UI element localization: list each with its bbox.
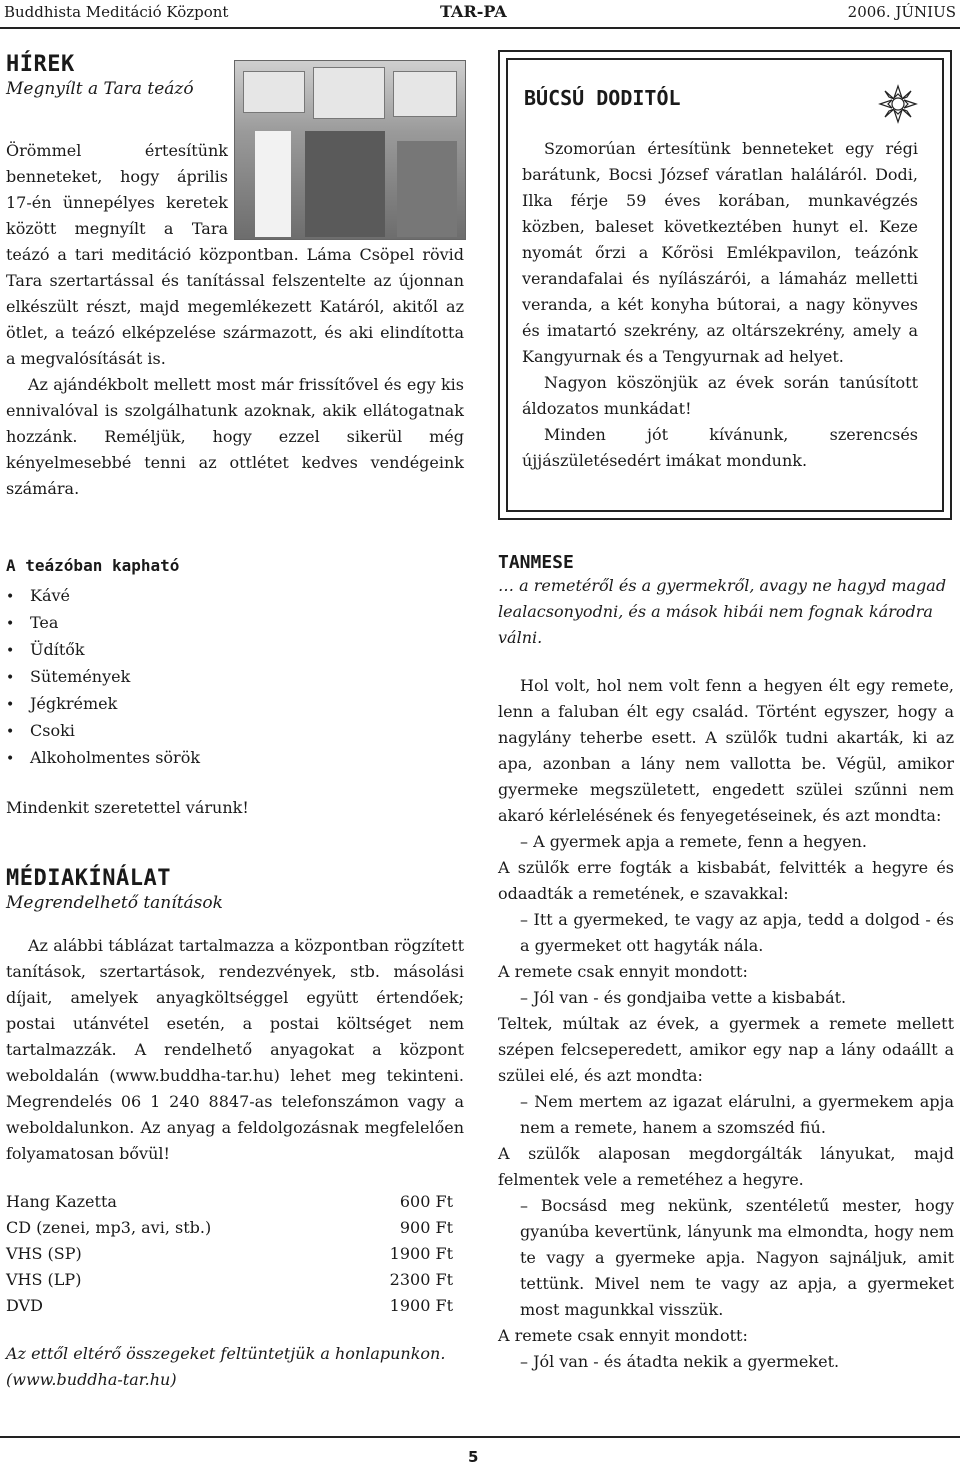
news-section — [6, 52, 464, 99]
tale-line: Hol volt, hol nem volt fenn a hegyen élt egy remete, lenn a faluban élt egy család. Történt egyszer, hogy a nagylány teherbe esett. A szülők tudni akarták, ki az apa, azonban a lány nem vallotta be. Végül, amikor gyermeke megszületett, engedett szülei szűnni nem akaró kérlelésének és fenyegetéseinek, és azt mondta: — [498, 676, 954, 825]
menu-heading: A teázóban kapható — [6, 556, 180, 575]
price-row: Hang Kazetta 600 Ft — [6, 1192, 453, 1211]
tale-line: – Jól van - és gondjaiba vette a kisbabát. — [520, 988, 847, 1007]
menu-welcome: Mindenkit szeretettel várunk! — [6, 798, 249, 817]
menu-item: • Csoki — [6, 721, 75, 740]
price-row: CD (zenei, mp3, avi, stb.) 900 Ft — [6, 1218, 453, 1237]
media-note: Az ettől eltérő összegeket feltüntetjük a honlapunkon. (www.buddha-tar.hu) — [6, 1344, 446, 1389]
farewell-text — [522, 136, 918, 474]
price-row: VHS (LP) 2300 Ft — [6, 1270, 453, 1289]
tale-line: – Bocsásd meg nekünk, szentéletű mester, hogy gyanúba kevertünk, lányunk ma elmondta, hogy nem te vagy a gyermeke apja. Nagyon sajnáljuk, amit tettünk. Mivel nem te vagy az apja, a gyermeket most magunkkal visszük. — [520, 1196, 954, 1319]
tale-line: – A gyermek apja a remete, fenn a hegyen. — [520, 832, 867, 851]
menu-list — [6, 583, 464, 772]
media-paragraph: Az alábbi táblázat tartalmazza a központban rögzített tanítások, szertartások, rendezvények, stb. másolási díjait, amelyek anyagköltséggel együtt értendőek; postai utánvétel esetén, a postai költséget nem tartalmazzák. A rendelhető anyagokat a központ weboldalán (www.buddha-tar.hu) lehet meg tekinteni. Megrendelés 06 1 240 8847-as telefonszámon vagy a weboldalunkon. Az anyag a feldolgozásnak megfelelően folyamatosan bővül! — [6, 936, 464, 1163]
lotus-icon — [876, 82, 920, 126]
tale-line: – Itt a gyermeked, te vagy az apja, tedd a dolgod - és a gyermeket ott hagyták nála. — [520, 910, 954, 955]
menu-item: • Alkoholmentes sörök — [6, 748, 201, 767]
menu-item: • Jégkrémek — [6, 694, 118, 713]
price-row: DVD 1900 Ft — [6, 1296, 453, 1315]
news-heading: HÍREK — [6, 52, 75, 77]
header-org: Buddhista Meditáció Központ — [4, 3, 229, 21]
tale-line: A szülők alaposan megdorgálták lányukat, majd felmentek vele a remetéhez a hegyre. — [498, 1144, 954, 1189]
media-section — [6, 866, 464, 1393]
photo-spacer — [228, 138, 464, 238]
tale-line: Teltek, múltak az évek, a gyermek a remete mellett szépen felcseperedett, amikor egy nap a lány odaállt a szülei elé, és azt mondta: — [498, 1014, 954, 1085]
news-paragraph-2: Az ajándékbolt mellett most már frissítővel és egy kis ennivalóval is szolgálhatunk azoknak, akik ellátogatnak hozzánk. Reméljük, hogy ezzel sikerül még kényelmesebbé tenni az ottlétet kedves vendégeink számára. — [6, 375, 464, 498]
farewell-box — [498, 50, 952, 520]
tale-line: A remete csak ennyit mondott: — [498, 962, 748, 981]
header-date: 2006. JÚNIUS — [847, 3, 956, 21]
page-number: 5 — [468, 1448, 479, 1466]
tale-line: A remete csak ennyit mondott: — [498, 1326, 748, 1345]
price-row: VHS (SP) 1900 Ft — [6, 1244, 453, 1263]
menu-item: • Tea — [6, 613, 59, 632]
news-subtitle: Megnyílt a Tara teázó — [6, 79, 194, 99]
page-header — [0, 0, 960, 26]
farewell-heading: BÚCSÚ DODITÓL — [524, 86, 681, 110]
price-table — [6, 1189, 464, 1319]
news-body — [6, 138, 464, 502]
menu-item: • Kávé — [6, 586, 70, 605]
tale-line: A szülők erre fogták a kisbabát, felvitték a hegyre és odaadták a remetének, e szavakkal: — [498, 858, 954, 903]
header-title: TAR-PA — [440, 2, 507, 21]
tale-heading: TANMESE — [498, 552, 574, 573]
menu-item: • Sütemények — [6, 667, 131, 686]
footer-divider — [0, 1436, 960, 1438]
farewell-paragraph-2: Nagyon köszönjük az évek során tanúsított áldozatos munkádat! — [522, 373, 918, 418]
tale-subtitle: … a remetéről és a gyermekről, avagy ne hagyd magad lealacsonyodni, és a mások hibái nem fognak károdra válni. — [498, 576, 947, 647]
farewell-paragraph-3: Minden jót kívánunk, szerencsés újjászületésedért imákat mondunk. — [522, 425, 918, 470]
tale-line: – Jól van - és átadta nekik a gyermeket. — [520, 1352, 840, 1371]
menu-section — [6, 556, 464, 817]
media-subtitle: Megrendelhető tanítások — [6, 893, 223, 913]
menu-item: • Üdítők — [6, 640, 85, 659]
news-paragraph-1-text: Örömmel értesítünk benneteket, hogy április 17-én ünnepélyes keretek között megnyílt a Tara teázó a tari meditáció központban. Láma Csöpel rövid Tara szertartással és tanítással felszentelte az újonnan elkészült részt, majd megemlékezett Katáról, akitől az ötlet, a teázó elképzelése származott, és aki elindította a megvalósítását is. — [6, 141, 464, 368]
media-heading: MÉDIAKÍNÁLAT — [6, 866, 171, 891]
tale-section — [498, 552, 954, 1375]
farewell-paragraph-1: Szomorúan értesítünk benneteket egy régi barátunk, Bocsi József váratlan haláláról. Dodi, Ilka férje 59 éves korában, munkavégzés közben, baleset következtében hunyt el. Keze nyomát őrzi a Kőrösi Emlékpavilon, teázónk verandafalai és nyílászárói, a lámaház melletti veranda, a két konyha bútorai, a nagy könyves és imatartó szekrény, az oltárszekrény, amely a Kangyurnak és a Tengyurnak ad helyet. — [522, 139, 918, 366]
header-divider — [0, 27, 960, 29]
tale-line: – Nem mertem az igazat elárulni, a gyermekem apja nem a remete, hanem a szomszéd fiú. — [520, 1092, 954, 1137]
news-paragraph-1 — [6, 138, 464, 372]
